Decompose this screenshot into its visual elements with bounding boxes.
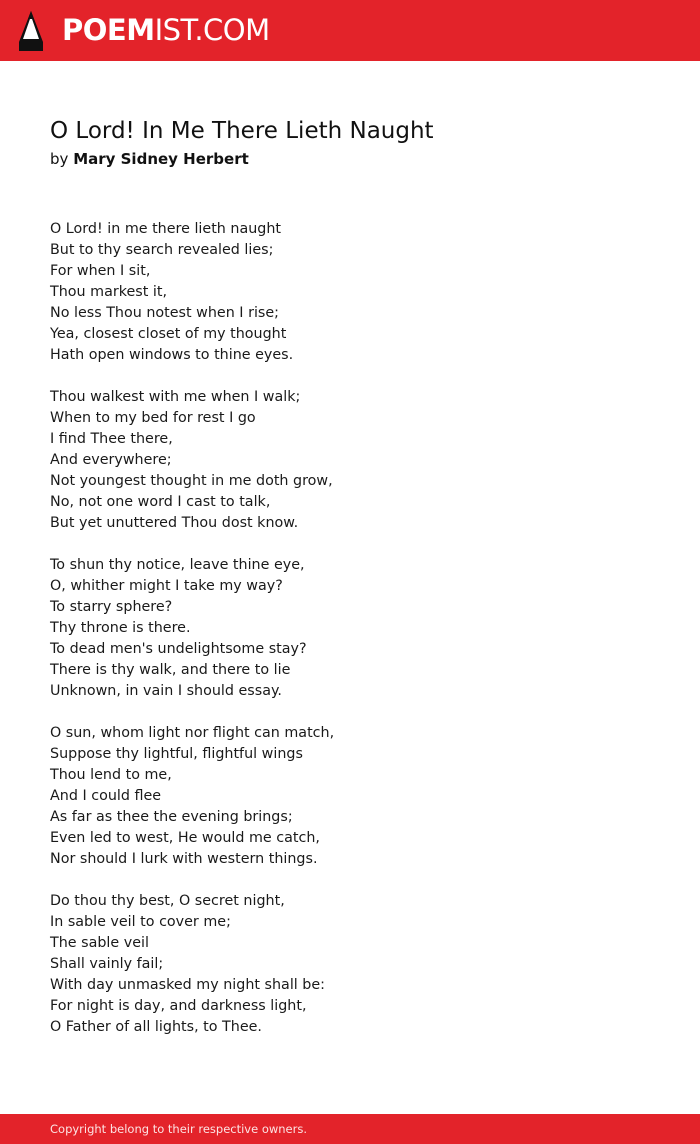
poem-line: As far as thee the evening brings; [50, 809, 293, 825]
poem-line: For when I sit, [50, 263, 151, 279]
poem-line: Not youngest thought in me doth grow, [50, 473, 333, 489]
site-footer [0, 1114, 700, 1144]
poem-line: But to thy search revealed lies; [50, 242, 274, 258]
poem-line: And I could flee [50, 788, 162, 804]
stanza [50, 723, 650, 870]
poem-line: Thou walkest with me when I walk; [50, 389, 301, 405]
poem-line: And everywhere; [50, 452, 172, 468]
poem-line: Suppose thy lightful, flightful wings [50, 746, 303, 762]
poem-line: O Father of all lights, to Thee. [50, 1019, 262, 1035]
poem-line: In sable veil to cover me; [50, 914, 231, 930]
copyright-text: Copyright belong to their respective owners. [50, 1122, 308, 1136]
stanza [50, 387, 650, 534]
poem-line: Thou markest it, [50, 284, 167, 300]
pencil-tip-icon[interactable] [18, 10, 44, 52]
poem-line: O, whither might I take my way? [50, 578, 283, 594]
poem-line: No less Thou notest when I rise; [50, 305, 279, 321]
poem-line: Unknown, in vain I should essay. [50, 683, 282, 699]
poem-line: To shun thy notice, leave thine eye, [50, 557, 305, 573]
poem-line: There is thy walk, and there to lie [50, 662, 291, 678]
poem-line: O sun, whom light nor flight can match, [50, 725, 335, 741]
poem-line: Hath open windows to thine eyes. [50, 347, 294, 363]
logo-text-light: IST.COM [154, 13, 270, 47]
poem-line: Thy throne is there. [50, 620, 191, 636]
poem-line: To dead men's undelightsome stay? [50, 641, 307, 657]
poem-line: Thou lend to me, [50, 767, 172, 783]
stanza [50, 891, 650, 1038]
stanza [50, 555, 650, 702]
poem-line: Do thou thy best, O secret night, [50, 893, 285, 909]
poem-line: Yea, closest closet of my thought [50, 326, 287, 342]
poem-line: I find Thee there, [50, 431, 173, 447]
poem-line: For night is day, and darkness light, [50, 998, 307, 1014]
by-label: by [50, 150, 69, 168]
poem-title: O Lord! In Me There Lieth Naught [50, 118, 434, 144]
poem-line: Even led to west, He would me catch, [50, 830, 320, 846]
poem-byline [50, 148, 249, 170]
poem-line: Shall vainly fail; [50, 956, 164, 972]
site-logo[interactable] [62, 13, 270, 47]
poem-line: With day unmasked my night shall be: [50, 977, 325, 993]
logo-text-bold: POEM [62, 13, 155, 47]
author-name: Mary Sidney Herbert [73, 150, 249, 168]
poem-line: O Lord! in me there lieth naught [50, 221, 282, 237]
poem-line: When to my bed for rest I go [50, 410, 256, 426]
poem-body [50, 219, 650, 1059]
poem-line: To starry sphere? [50, 599, 173, 615]
poem-line: The sable veil [50, 935, 149, 951]
site-header [0, 0, 700, 61]
stanza [50, 219, 650, 366]
poem-line: But yet unuttered Thou dost know. [50, 515, 299, 531]
poem-line: No, not one word I cast to talk, [50, 494, 271, 510]
poem-line: Nor should I lurk with western things. [50, 851, 318, 867]
